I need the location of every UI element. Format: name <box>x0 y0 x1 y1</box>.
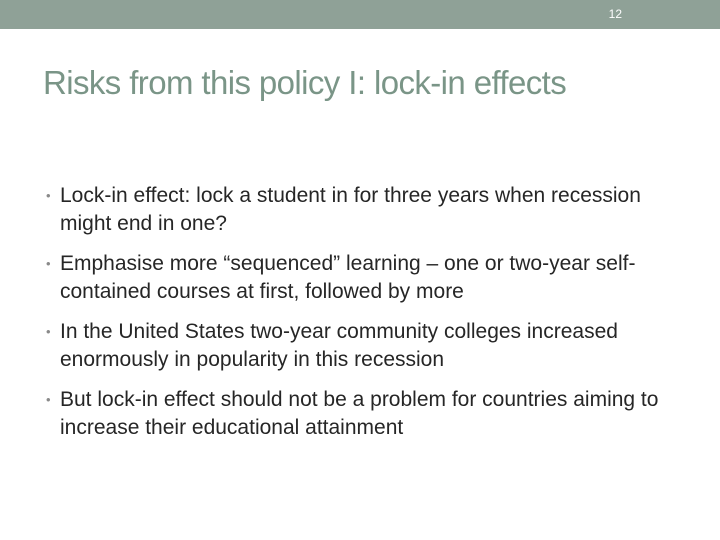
slide-number: 12 <box>608 7 622 21</box>
bullet-dot-icon: • <box>46 324 51 339</box>
bullet-text: Lock-in effect: lock a student in for three years when recession might end in one? <box>60 184 641 235</box>
bullet-item <box>46 386 686 442</box>
bullet-dot-icon: • <box>46 392 51 407</box>
bullet-item <box>46 182 686 238</box>
slide-title: Risks from this policy I: lock-in effects <box>43 64 567 101</box>
bullet-item <box>46 318 686 374</box>
slide-header-bar <box>0 0 720 29</box>
bullet-item <box>46 250 686 306</box>
bullet-text: In the United States two-year community colleges increased enormously in popularity in this recession <box>60 320 618 371</box>
bullet-list <box>46 182 686 454</box>
bullet-text: But lock-in effect should not be a problem for countries aiming to increase their educational attainment <box>60 388 659 439</box>
bullet-text: Emphasise more “sequenced” learning – one or two-year self-contained courses at first, followed by more <box>60 252 636 303</box>
bullet-dot-icon: • <box>46 188 51 203</box>
bullet-dot-icon: • <box>46 256 51 271</box>
